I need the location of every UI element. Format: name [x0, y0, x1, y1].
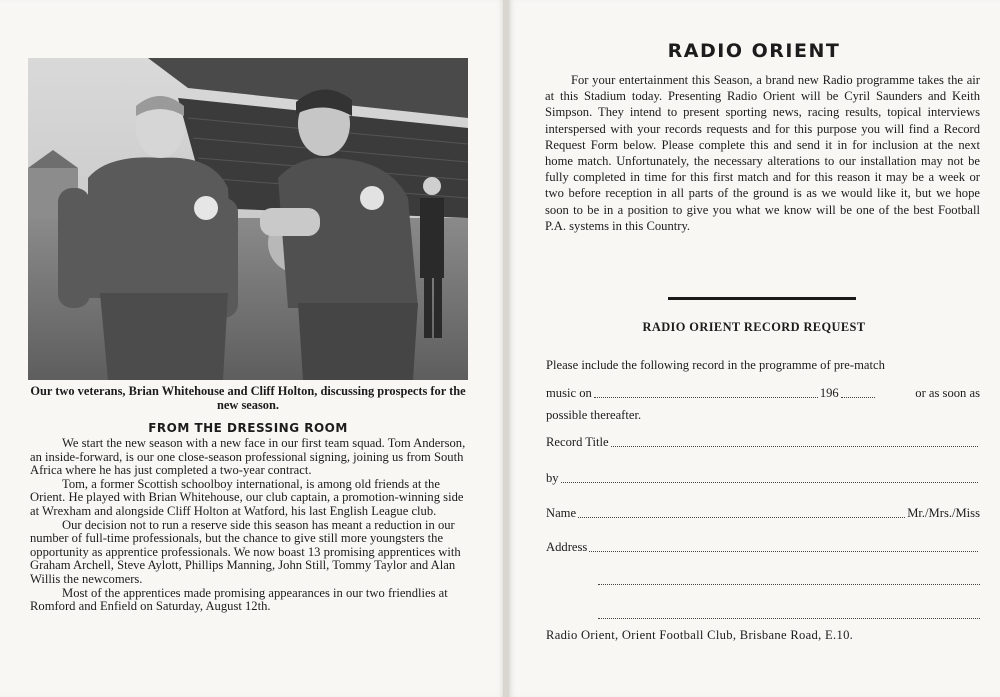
name-label: Name [546, 506, 577, 520]
possible-label: possible thereafter. [546, 408, 642, 422]
music-on-label: music on [546, 386, 592, 400]
by-label: by [546, 471, 559, 485]
page-title: RADIO ORIENT [667, 40, 841, 62]
postal-address: Radio Orient, Orient Football Club, Brisbane Road, E.10. [546, 628, 854, 642]
dressing-room-article [30, 437, 470, 614]
form-intro-line [546, 357, 980, 373]
music-on-line [546, 385, 980, 401]
record-title-label: Record Title [546, 435, 609, 449]
year-label: 196 [819, 386, 839, 400]
record-title-line [546, 434, 980, 450]
name-field[interactable] [578, 516, 905, 518]
title-options: Mr./Mrs./Miss [907, 506, 980, 520]
form-title: RADIO ORIENT RECORD REQUEST [642, 320, 866, 334]
section-title: FROM THE DRESSING ROOM [148, 421, 348, 435]
record-title-field[interactable] [611, 445, 978, 447]
intro-paragraph: For your entertainment this Season, a brand new Radio programme takes the air at this Stadium today. Presenting Radio Orient will be Cyril Saunders and Keith Simpson. They intend to present sporting news, racing results, topical interviews interspersed with your records requests and for this purpose you will find a Record Request Form below. Please complete this and send it in for inclusion at the next home match. Unfortunately, the necessary alterations to our installation may not be fully completed in time for this first match and for this reason it may be a week or two before reception in all parts of the ground is as we would like it, but we hope soon to be in a position to give you what we know will be one of the best Football P.A. systems in this Country. [545, 73, 980, 233]
possible-line [546, 407, 980, 423]
photo-caption: Our two veterans, Brian Whitehouse and Cliff Holton, discussing prospects for the new season. [30, 384, 466, 412]
address-label: Address [546, 540, 588, 554]
paragraph: Tom, a former Scottish schoolboy international, is among old friends at the Orient. He played with Brian Whitehouse, our club captain, a promotion-winning side at Wrexham and alongside Cliff Holton at Watford, his last English League club. [30, 476, 464, 518]
address-field-1[interactable] [589, 550, 978, 552]
year-field[interactable] [841, 396, 875, 398]
players-photo [28, 58, 468, 380]
form-intro-text: Please include the following record in the programme of pre-match [546, 358, 885, 372]
address-field-3[interactable] [598, 617, 980, 619]
artist-field[interactable] [561, 481, 978, 483]
divider-rule [668, 297, 856, 300]
page-gutter [503, 0, 509, 697]
by-line [546, 470, 980, 486]
address-field-2[interactable] [598, 583, 980, 585]
radio-intro [545, 72, 980, 234]
name-line [546, 505, 980, 521]
paragraph: Most of the apprentices made promising appearances in our two friendlies at Romford and Enfield on Saturday, August 12th. [30, 585, 448, 614]
or-as-soon-label: or as soon as [915, 386, 980, 400]
paragraph: Our decision not to run a reserve side this season has meant a reduction in our number of full-time professionals, but the chance to give still more youngsters the opportunity as apprentice professionals. We now boast 13 promising apprentices with Graham Archell, Steve Aylott, Phillips Manning, John Still, Tommy Taylor and Alan Willis the newcomers. [30, 517, 461, 586]
date-field[interactable] [594, 396, 818, 398]
paragraph: We start the new season with a new face in our first team squad. Tom Anderson, an inside-forward, is our one close-season professional signing, joining us from South Africa where he has just completed a two-year contract. [30, 436, 466, 478]
address-line [546, 539, 980, 555]
